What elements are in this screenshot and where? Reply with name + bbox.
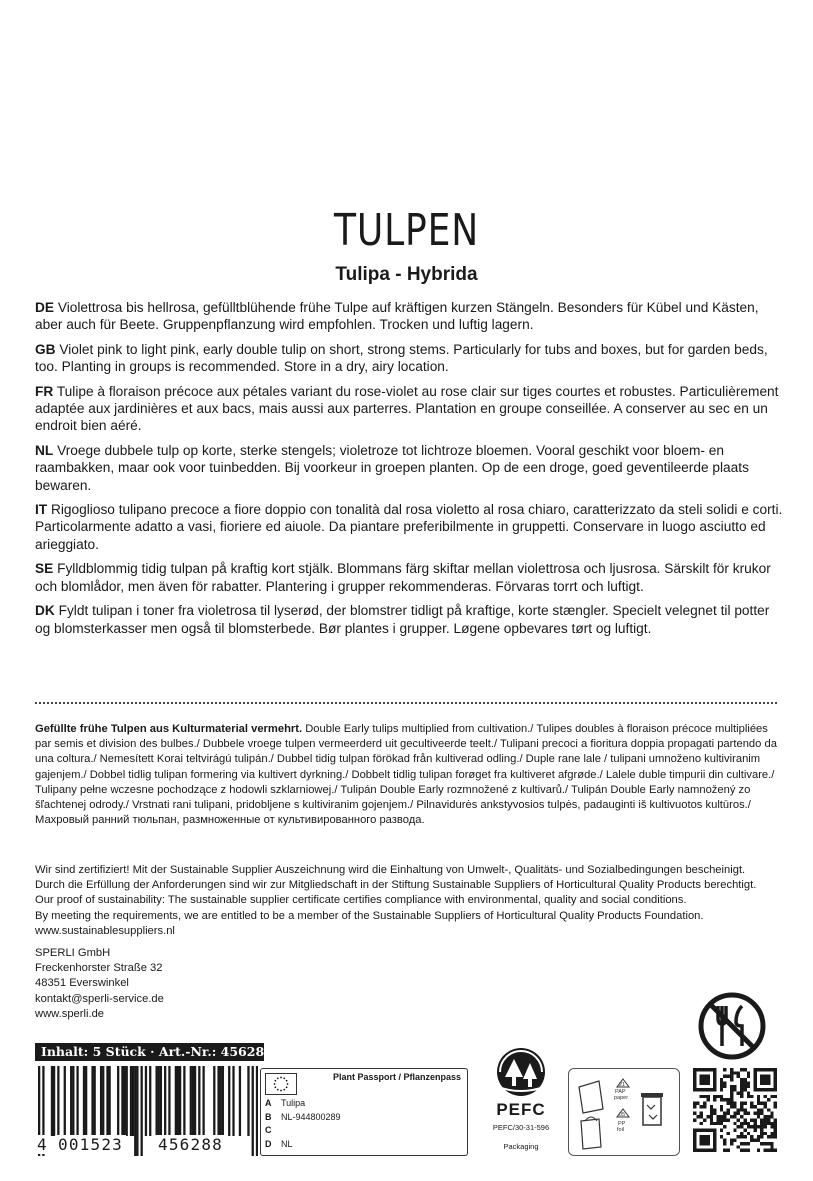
passport-row: A Tulipa	[265, 1098, 306, 1108]
description-list	[35, 300, 785, 645]
pefc-caption: Packaging	[503, 1142, 539, 1151]
recycling-info	[568, 1068, 680, 1156]
dotted-divider	[35, 702, 777, 704]
recycle-label-bottom: PP	[618, 1121, 626, 1127]
description-dk: DK Fyldt tulipan i toner fra violetrosa til lyserød, der blomstrer tidligt på kraftige, korte stængler. Specielt velegnet til potter og blomsterkasser men også til blomsterbede. Bør plantes i grupper. Løgene opbevares tørt og luftigt.	[35, 603, 770, 637]
page-subtitle: Tulipa - Hybrida	[335, 264, 478, 285]
description-se: SE Fylldblommig tidig tulpan på kraftig kort stjälk. Blommans färg skiftar mellan violettrosa och ljusrosa. Särskilt för krukor och blomlådor, men även för rabatter. Plantering i grupper rekommenderas. Förvaras torrt och luftigt.	[35, 561, 771, 595]
barcode-digits-left: 001523	[55, 1135, 126, 1154]
recycle-label-bottom-sub: foil	[617, 1127, 625, 1133]
barcode-digits	[35, 1135, 265, 1157]
description-nl: NL Vroege dubbele tulp op korte, sterke stengels; violetroze tot lichtroze bloemen. Vooral geschikt voor bloem- en raambakken, maar ook voor tuinbedden. Bij voorkeur in groepen planten. Op de een droge, goed geventileerde plaats bewaren.	[35, 442, 749, 494]
company-address	[35, 946, 780, 1022]
certification-note	[35, 863, 780, 939]
passport-row: C	[265, 1125, 272, 1135]
certification-line: Durch die Erfüllung der Anforderungen sind wir zur Mitgliedschaft in der Stiftung Sustainable Suppliers of Horticultural Quality Products berechtigt.	[35, 879, 757, 892]
product-info-strip: Inhalt: 5 Stück · Art.-Nr.: 456288	[35, 1043, 264, 1061]
barcode-digit-first: 4	[37, 1135, 48, 1154]
certification-line: Wir sind zertifiziert! Mit der Sustainable Supplier Auszeichnung wird die Einhaltung von Umwelt-, Qualitäts- und Sozialbedingungen bescheinigt.	[35, 864, 746, 876]
description-fr: FR Tulipe à floraison précoce aux pétales variant du rose-violet au rose clair sur tiges courtes et robustes. Particulièrement adaptée aux jardinières et aux bacs, mais aussi aux parterres. Plantation en groupe conseillée. A conserver au sec en un endroit bien aéré.	[35, 383, 779, 435]
passport-row: B NL-944800289	[265, 1111, 341, 1122]
company-website[interactable]: www.sperli.de	[35, 1007, 105, 1020]
recycle-label-top: PAP	[615, 1089, 626, 1095]
barcode-digits-right: 456288	[155, 1135, 226, 1154]
certification-line: By meeting the requirements, we are entitled to be a member of the Sustainable Suppliers of Horticultural Quality Products Foundation.	[35, 909, 704, 922]
certification-link[interactable]: www.sustainablesuppliers.nl	[35, 924, 175, 937]
pefc-code: PEFC/30-31-596	[492, 1123, 550, 1132]
plant-passport-title: Plant Passport / Pflanzenpass	[332, 1072, 461, 1082]
recycle-label-top-sub: paper	[614, 1095, 629, 1101]
page-title: TULPEN	[333, 205, 480, 256]
recycle-code-top: 21	[619, 1082, 626, 1088]
eu-flag-icon	[265, 1073, 297, 1095]
description-gb: GB Violet pink to light pink, early double tulip on short, strong stems. Particularly for tubs and boxes, but for garden beds, too. Planting in groups is recommended. Store in a dry, airy location.	[35, 341, 768, 376]
passport-row: D NL	[265, 1138, 293, 1149]
cultivation-lead: Gefüllte frühe Tulpen aus Kulturmaterial vermehrt.	[35, 723, 303, 735]
not-edible-icon	[696, 990, 768, 1062]
qr-code[interactable]	[693, 1068, 777, 1152]
company-city: 48351 Everswinkel	[35, 977, 129, 990]
plant-passport	[260, 1068, 468, 1156]
cultivation-note	[35, 722, 780, 828]
cultivation-text: Double Early tulips multiplied from cultivation./ Tulipes doubles à floraison précoce multipliées par semis et division des bulbes./ Dubbele vroege tulpen vermeerderd uit gecultiveerde teelt./ Tulipani precoci a fioritura doppia propagati partendo da una coltura./ Nemesített Korai teltvirágú tulipán./ Dubbel tidig tulpan förökad från kultiverad odling./ Duple rane lale / tulipani umnoženo kultiviranim gajenjem./ Dobbel tidlig tulipan formering via kultivert dyrkning./ Dobbelt tidlig tulipan forøget fra kultiveret afgrøde./ Lalele duble timpurii din cultivare./ Tulipany pełne wczesne pochodzące z hodowli szklarniowej./ Tulipán Double Early rozmnožené z kultivarů./ Tulipán Double Early namnožený zo šľachtenej odrody./ Vrstnati rani tulipani, pridobljene s kultiviranim gojenjem./ Pilnavidurės ankstyvosios tulpės, padauginti iš kultivuotos kultūros./ Махровый ранний тюльпан, размноженные от культивированного развода.	[35, 723, 777, 827]
description-it: IT Rigoglioso tulipano precoce a fiore doppio con tonalità dal rosa violetto al rosa chiaro, caratterizzato da steli solidi e corti. Particolarmente adatto a vasi, fioriere ed aiuole. Da piantare preferibilmente in gruppetti. Conservare in luogo asciutto ed arieggiato.	[35, 502, 783, 553]
recycle-code-bottom: 05	[619, 1112, 626, 1118]
description-de: DE Violettrosa bis hellrosa, gefülltblühende frühe Tulpe auf kräftigen kurzen Stängeln. Besonders für Kübel und Kästen, aber auch für Beete. Gruppenpflanzung wird empfohlen. Trocken und luftig lagern.	[35, 300, 759, 334]
pefc-name: PEFC	[496, 1100, 546, 1119]
company-street: Freckenhorster Straße 32	[35, 962, 163, 975]
company-email[interactable]: kontakt@sperli-service.de	[35, 992, 164, 1005]
certification-line: Our proof of sustainability: The sustainable supplier certificate certifies compliance with environmental, quality and social conditions.	[35, 894, 687, 907]
company-name: SPERLI GmbH	[35, 947, 111, 959]
